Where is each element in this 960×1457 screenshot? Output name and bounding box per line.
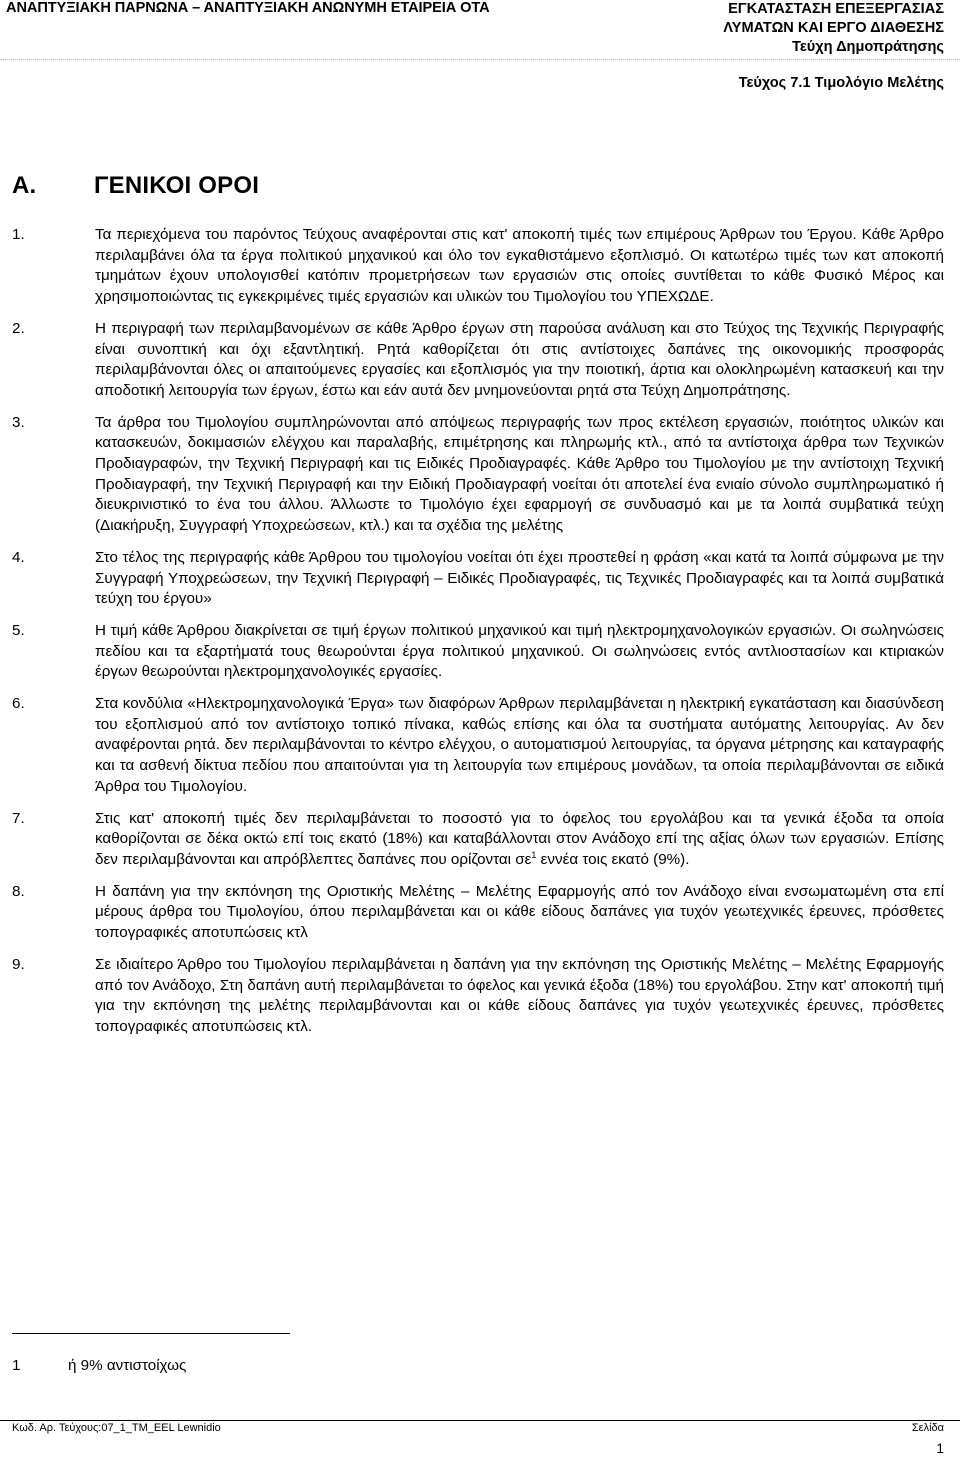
term-number: 1. <box>12 226 25 243</box>
term-number: 4. <box>12 548 25 566</box>
term-item <box>12 955 944 1038</box>
term-text: Τα άρθρα του Τιμολογίου συμπληρώνονται από απόψεως περιγραφής των προς εκτέλεση εργασιών, ποιότητος υλικών και κατασκευών, δοκιμασιών ελέγχου και παραλαβής, επιμέτρησης και πληρωμής κτλ., από τα αντίστοιχα άρθρα των Τεχνικών Προδιαγραφών, την Τεχνική Περιγραφή και τις Ειδικές Προδιαγραφές. Κάθε Άρθρο του Τιμολογίου με την αντίστοιχη Τεχνική Προδιαγραφή, την Τεχνική Περιγραφή και την Ειδική Προδιαγραφή νοείται ότι αποτελεί ένα ενιαίο σύνολο συμπληρωματικό ή διευκρινιστικό το ένα του άλλου. Άλλωστε το Τιμολόγιο έχει εφαρμογή σε συνδυασμό και με τα λοιπά συμβατικά τεύχη (Διακήρυξη, Συγγραφή Υποχρεώσεων, κτλ.) και τα σχέδια της μελέτης <box>95 413 944 535</box>
footer-page-label: Σελίδα <box>911 1422 944 1434</box>
term-number: 8. <box>12 882 25 900</box>
header-divider <box>0 59 960 60</box>
term-text: Στο τέλος της περιγραφής κάθε Άρθρου του τιμολογίου νοείται ότι έχει προστεθεί η φράση «και κατά τα λοιπά σύμφωνα με την Συγγραφή Υποχρεώσεων, την Τεχνική Περιγραφή – Ειδικές Προδιαγραφές, τις Τεχνικές Προδιαγραφές και τα λοιπά συμβατικά τεύχη του έργου» <box>95 548 944 608</box>
term-number: 3. <box>12 413 25 431</box>
footer-document-code: Κωδ. Αρ. Τεύχους:07_1_TM_EEL Lewnidio <box>12 1422 221 1434</box>
term-item <box>12 548 944 610</box>
header-project-line3: Τεύχη Δημοπράτησης <box>791 39 944 55</box>
term-item <box>12 621 944 683</box>
page-number: 1 <box>936 1440 944 1456</box>
term-item <box>12 882 944 944</box>
footnote-separator <box>12 1333 290 1334</box>
term-item <box>12 694 944 798</box>
term-number: 7. <box>12 809 25 827</box>
section-title: ΓΕΝΙΚΟΙ ΟΡΟΙ <box>94 172 260 199</box>
term-item <box>12 319 944 402</box>
document-subtitle: Τεύχος 7.1 Τιμολόγιο Μελέτης <box>738 75 944 91</box>
term-text: Η δαπάνη για την εκπόνηση της Οριστικής Μελέτης – Μελέτης Εφαρμογής από τον Ανάδοχο είναι ενσωματωμένη στα επί μέρους άρθρα του Τιμολογίου, όπου περιλαμβάνεται και οι κάθε είδους δαπάνες για τυχόν γεωτεχνικές έρευνες, πρόσθετες τοπογραφικές αποτυπώσεις κτλ <box>95 882 944 942</box>
footnote-text: ή 9% αντιστοίχως <box>68 1357 187 1374</box>
term-item <box>12 225 944 308</box>
footer-divider <box>0 1420 960 1421</box>
term-number: 6. <box>12 695 25 713</box>
header-project-line1: ΕΓΚΑΤΑΣΤΑΣΗ ΕΠΕΞΕΡΓΑΣΙΑΣ <box>728 1 944 17</box>
term-text: Στις κατ' αποκοπή τιμές δεν περιλαμβάνεται το ποσοστό για το όφελος του εργολάβου και τα γενικά έξοδα τα οποία καθορίζονται σε δέκα οκτώ επί τοις εκατό (18%) και καταβάλλονται στον Ανάδοχο επί της αξίας όλων των εργασιών. Επίσης δεν περιλαμβάνονται και απρόβλεπτες δαπάνες που ορίζονται σε <box>95 809 944 868</box>
term-text: Στα κονδύλια «Ηλεκτρομηχανολογικά Έργα» των διαφόρων Άρθρων περιλαμβάνεται η ηλεκτρική εγκατάσταση και διασύνδεση του εξοπλισμού από τον αντίστοιχο τοπικό πίνακα, καθώς επίσης και όλα τα συστήματα αυτόματης λειτουργίας. Αν δεν αναφέρονται ρητά. δεν περιλαμβάνονται το κέντρο ελέγχου, ο αυτοματισμού λειτουργίας, τα όργανα μέτρησης και καταγραφής και τα ασθενή δίκτυα πεδίου που απαιτούνται για τη λειτουργία των επιμέρους μονάδων, τα οποία περιλαμβάνονται σε ειδικά Άρθρα του Τιμολογίου. <box>95 695 944 795</box>
term-text: Η περιγραφή των περιλαμβανομένων σε κάθε Άρθρο έργων στη παρούσα ανάλυση και στο Τεύχος της Τεχνικής Περιγραφής είναι συνοπτική και όχι εξαντλητική. Ρητά καθορίζεται ότι στις αντίστοιχες δαπάνες της οικονομικής προσφοράς περιλαμβάνονται όλες οι απαιτούμενες εργασίες και εξοπλισμός για την ποιοτική, άρτια και ολοκληρωμένη κατασκευή και την αποδοτική λειτουργία των έργων, έστω και εάν αυτά δεν μνημονεύονται ρητά στα Τεύχη Δημοπράτησης. <box>95 319 944 399</box>
header-organization: ΑΝΑΠΤΥΞΙΑΚΗ ΠΑΡΝΩΝΑ – ΑΝΑΠΤΥΞΙΑΚΗ ΑΝΩΝΥΜΗ ΕΤΑΙΡΕΙΑ ΟΤΑ <box>6 0 490 16</box>
term-text: Τα περιεχόμενα του παρόντος Τεύχους αναφέρονται στις κατ' αποκοπή τιμές των επιμέρους Άρθρων του Έργου. Κάθε Άρθρο περιλαμβάνει όλα τα έργα πολιτικού μηχανικού και όλο τον εγκαθιστάμενο εξοπλισμό. Οι κατωτέρω τιμές των κατ αποκοπή τμημάτων έχουν υπολογισθεί κατόπιν προμετρήσεων των εργασιών στις οποίες συντίθεται το κάθε Φυσικό Μέρος και χρησιμοποιώντας τις εγκεκριμένες τιμές εργασιών και υλικών του Τιμολογίου του ΥΠΕΧΩΔΕ. <box>95 226 944 306</box>
term-item <box>12 413 944 537</box>
section-number: Α. <box>12 172 37 199</box>
term-number: 2. <box>12 319 25 337</box>
footnote-number: 1 <box>12 1357 21 1374</box>
section-heading <box>12 172 259 200</box>
terms-list <box>12 225 944 1049</box>
footnote-reference[interactable]: 1 <box>531 849 537 860</box>
term-text: Η τιμή κάθε Άρθρου διακρίνεται σε τιμή έργων πολιτικού μηχανικού και τιμή ηλεκτρομηχανολογικών εργασιών. Οι σωληνώσεις πεδίου και τα εξαρτήματά τους θεωρούνται έργα πολιτικού μηχανικού. Οι σωληνώσεις εντός αντλιοστασίων και κτιριακών έργων θεωρούνται ηλεκτρομηχανολογικές εργασίες. <box>95 621 944 681</box>
term-text: Σε ιδιαίτερο Άρθρο του Τιμολογίου περιλαμβάνεται η δαπάνη για την εκπόνηση της Οριστικής Μελέτης – Μελέτης Εφαρμογής από τον Ανάδοχο, Στη δαπάνη αυτή περιλαμβάνεται το όφελος και γενικά έξοδα (18%) του εργολάβου. Στην κατ' αποκοπή τιμή για την εκπόνηση της μελέτης περιλαμβάνονται και οι κάθε είδους δαπάνες για τυχόν γεωτεχνικές έρευνες, πρόσθετες τοπογραφικές αποτυπώσεις κτλ. <box>95 955 944 1035</box>
header-project-line2: ΛΥΜΑΤΩΝ ΚΑΙ ΕΡΓΟ ΔΙΑΘΕΣΗΣ <box>723 20 944 36</box>
footnote <box>12 1357 186 1374</box>
term-number: 9. <box>12 955 25 973</box>
header-project <box>723 0 944 57</box>
term-number: 5. <box>12 621 25 639</box>
term-item <box>12 809 944 871</box>
term-text-continued: εννέα τοις εκατό (9%). <box>536 850 690 868</box>
